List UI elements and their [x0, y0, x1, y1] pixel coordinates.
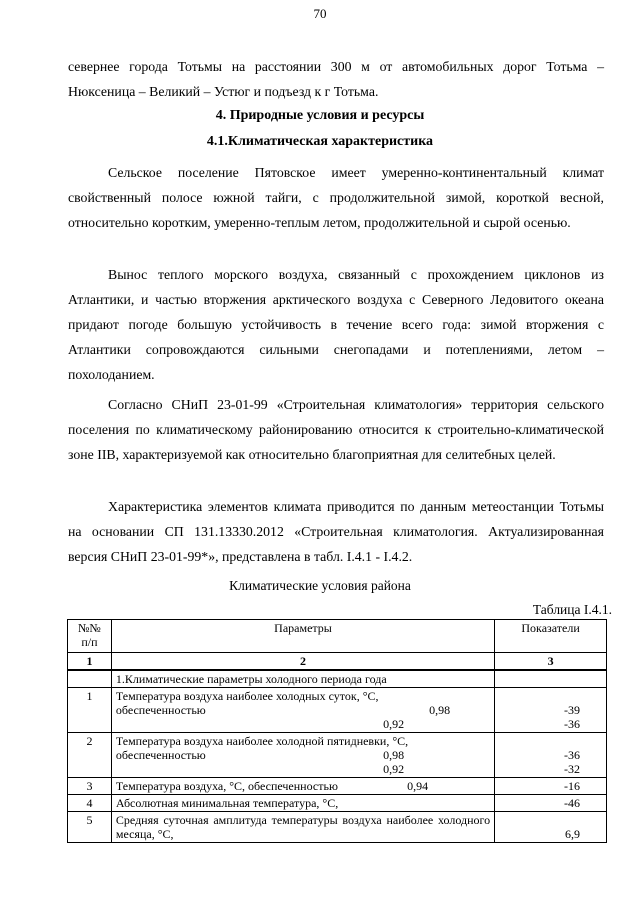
paragraph-station: Характеристика элементов климата приводится по данным метеостанции Тотьмы на основании СП 131.13330.2012 «Строительная климатология. Актуализированная версия СНиП 23-01-99*», представлена в табл. I.4.1 - I.4.2.: [68, 499, 604, 564]
param-text: обеспеченностью: [115, 748, 206, 762]
col-number: 3: [495, 653, 607, 671]
row-num: 2: [68, 733, 112, 778]
table-caption: Климатические условия района: [229, 578, 411, 593]
row-param: [111, 688, 494, 733]
probability: 0,98: [429, 703, 451, 717]
param-line: Температура воздуха наиболее холодных суток, °С,: [115, 689, 379, 703]
row-value: -46: [495, 795, 607, 812]
row-param: [111, 733, 494, 778]
header-params: Параметры: [111, 620, 494, 653]
value: -32: [564, 762, 580, 776]
row-num: 1: [68, 688, 112, 733]
page-number: 70: [313, 6, 327, 21]
row-param: Абсолютная минимальная температура, °С,: [111, 795, 494, 812]
value: -36: [564, 717, 580, 731]
table-row: [68, 688, 607, 733]
table-number: Таблица I.4.1.: [532, 602, 612, 617]
intro-paragraph: севернее города Тотьмы на расстоянии 300 м от автомобильных дорог Тотьма – Нюксеница – Великий – Устюг и подъезд к г Тотьма.: [68, 59, 604, 99]
row-value: [495, 688, 607, 733]
table-row: [68, 812, 607, 843]
header-num: №№ п/п: [68, 620, 112, 653]
table-row: [68, 778, 607, 795]
paragraph-air-masses: Вынос теплого морского воздуха, связанный с прохождением циклонов из Атлантики, и частью вторжения арктического воздуха с Северного Ледовитого океана придают погоде большую устойчивость в течение всего года: зимой вторжения с Атлантики сопровождаются сильными снегопадами и потеплениями, летом – похолоданием.: [68, 267, 604, 382]
paragraph-snip: Согласно СНиП 23-01-99 «Строительная климатология» территория сельского поселения по климатическому районированию относится к строительно-климатической зоне IIВ, характеризуемой как относительно благоприятная для селитебных целей.: [68, 397, 604, 462]
table-row: [68, 795, 607, 812]
subsection-heading: 4.1.Климатическая характеристика: [206, 134, 434, 149]
probability: 0,92: [383, 717, 405, 731]
probability: 0,98: [383, 748, 405, 762]
col-number: 2: [111, 653, 494, 671]
table-row: [68, 733, 607, 778]
table-group-row: [68, 670, 607, 688]
probability: 0,94: [407, 779, 429, 793]
row-num: 3: [68, 778, 112, 795]
group-title: 1.Климатические параметры холодного периода года: [111, 670, 494, 688]
section-heading: 4. Природные условия и ресурсы: [215, 108, 425, 123]
paragraph-climate: Сельское поселение Пятовское имеет умеренно-континентальный климат свойственный полосе южной тайги, с продолжительной зимой, короткой весной, относительно коротким, умеренно-теплым летом, продолжительной и сырой осенью.: [68, 165, 604, 230]
table-header-row: [68, 620, 607, 653]
row-param: [111, 778, 494, 795]
param-text: Температура воздуха, °С, обеспеченностью: [115, 779, 338, 793]
climate-table: [67, 619, 607, 843]
value: -36: [564, 748, 580, 762]
row-num: 5: [68, 812, 112, 843]
row-value: -16: [495, 778, 607, 795]
header-values: Показатели: [495, 620, 607, 653]
probability: 0,92: [383, 762, 405, 776]
row-value: 6,9: [495, 812, 607, 843]
row-value: [495, 733, 607, 778]
col-number: 1: [68, 653, 112, 671]
value: -39: [564, 703, 580, 717]
row-num: 4: [68, 795, 112, 812]
param-line: Температура воздуха наиболее холодной пятидневки, °С,: [115, 734, 409, 748]
param-text: обеспеченностью: [115, 703, 206, 717]
row-param: Средняя суточная амплитуда температуры воздуха наиболее холодного месяца, °С,: [111, 812, 494, 843]
column-number-row: [68, 653, 607, 671]
